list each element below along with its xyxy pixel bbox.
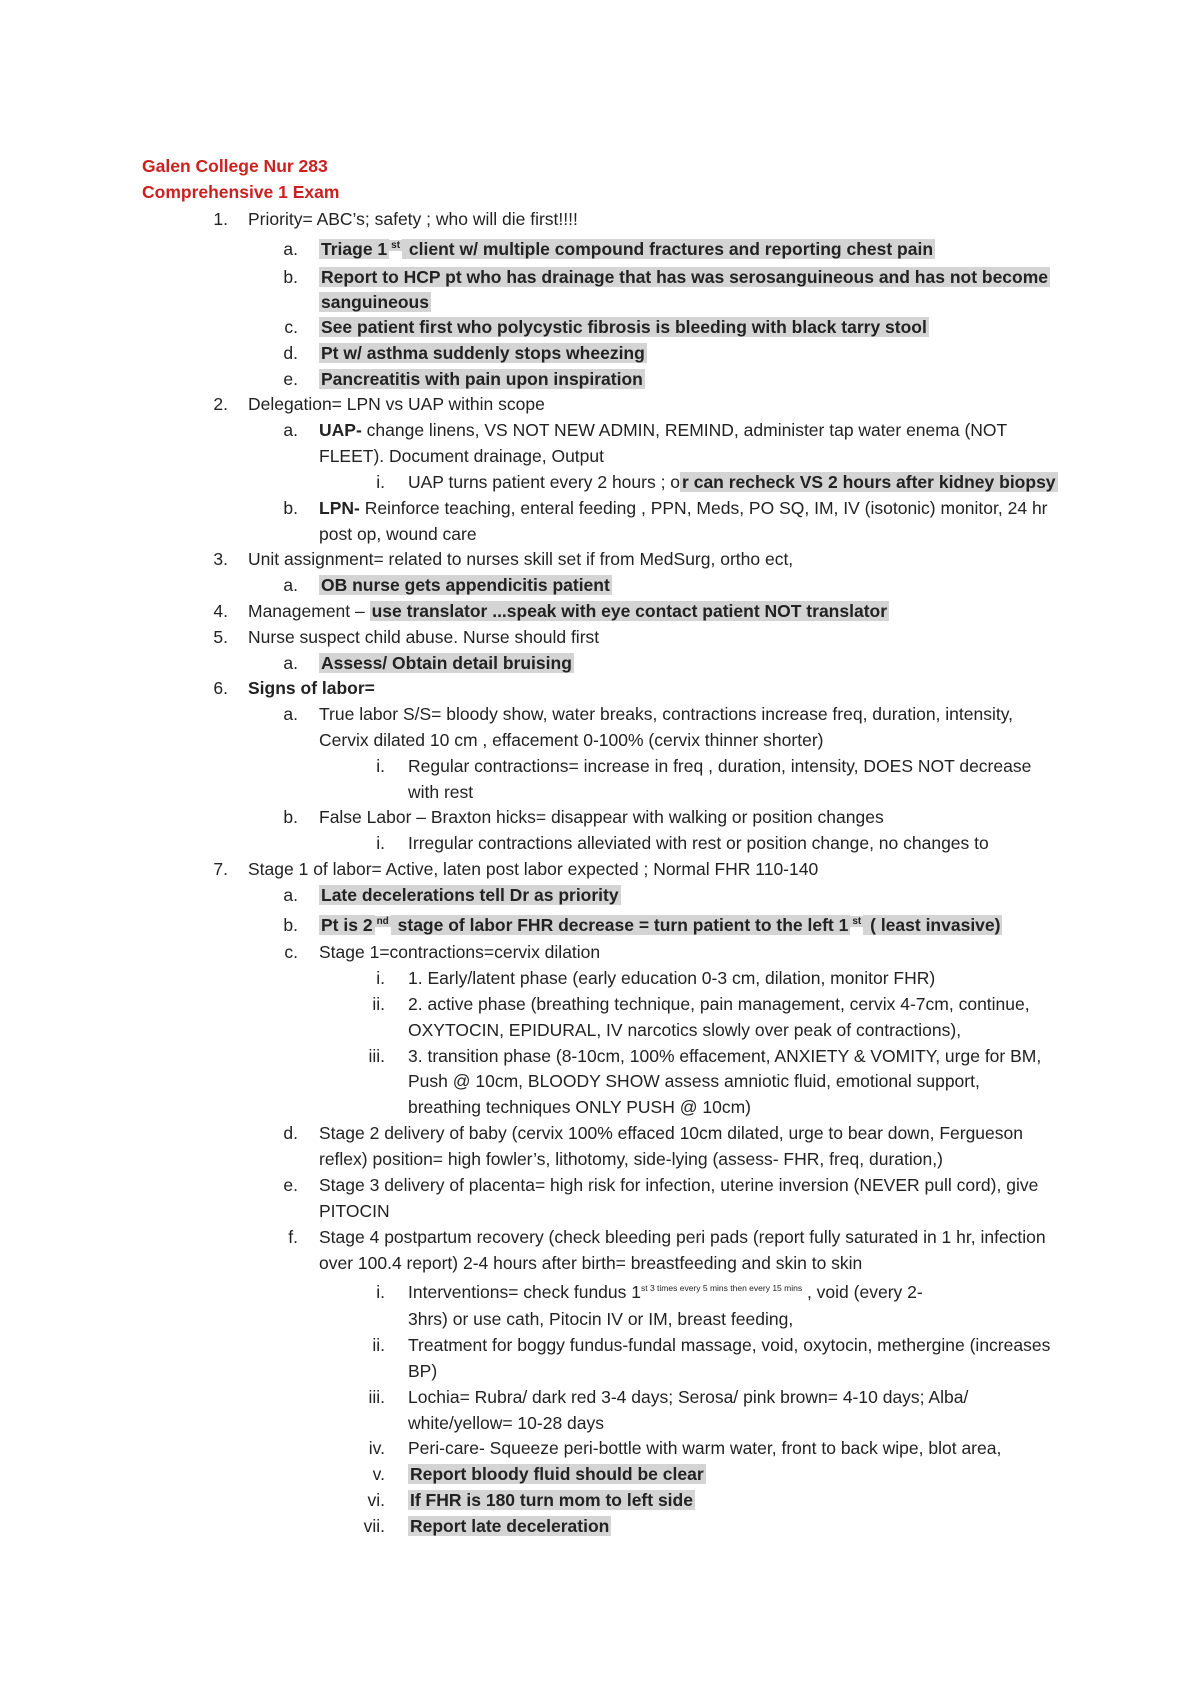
list-marker: 7. xyxy=(213,859,228,879)
list-item xyxy=(319,1200,390,1222)
list-item xyxy=(319,523,477,545)
item-text: over 100.4 report) 2-4 hours after birth= breastfeeding and skin to skin xyxy=(319,1253,863,1273)
item-text: OXYTOCIN, EPIDURAL, IV narcotics slowly over peak of contractions), xyxy=(408,1020,962,1040)
list-item xyxy=(319,368,645,390)
list-marker: a. xyxy=(283,420,298,440)
list-item xyxy=(408,1334,1050,1356)
list-item xyxy=(408,967,935,989)
list-item xyxy=(319,1226,1046,1248)
highlighted-text: Report late deceleration xyxy=(410,1516,610,1536)
list-item xyxy=(408,993,1030,1015)
list-item xyxy=(248,600,889,622)
item-text: Nurse suspect child abuse. Nurse should first xyxy=(248,627,600,647)
item-text: UAP turns patient every 2 hours ; o xyxy=(408,472,681,492)
list-marker: a. xyxy=(283,885,298,905)
list-item xyxy=(408,1281,923,1303)
highlighted-text: st xyxy=(391,240,401,251)
list-marker: d. xyxy=(283,343,298,363)
list-item xyxy=(408,1096,751,1118)
list-marker: i. xyxy=(376,1282,385,1302)
list-marker: 1. xyxy=(213,209,228,229)
item-text: Cervix dilated 10 cm , effacement 0-100% (cervix thinner shorter) xyxy=(319,730,824,750)
list-marker: iii. xyxy=(368,1046,385,1066)
list-item xyxy=(319,1174,1038,1196)
list-marker: e. xyxy=(283,1175,298,1195)
item-text: Push @ 10cm, BLOODY SHOW assess amniotic fluid, emotional support, xyxy=(408,1071,980,1091)
item-text: Treatment for boggy fundus-fundal massage, void, oxytocin, methergine (increases xyxy=(408,1335,1051,1355)
list-item xyxy=(408,471,1058,493)
item-text: post op, wound care xyxy=(319,524,477,544)
highlighted-text: Report bloody fluid should be clear xyxy=(410,1464,704,1484)
superscript-text: st 3 times every 5 mins then every 15 mins xyxy=(641,1283,803,1293)
highlighted-text: client w/ multiple compound fractures and reporting chest pain xyxy=(404,239,934,259)
list-marker: 4. xyxy=(213,601,228,621)
highlighted-text: OB nurse gets appendicitis patient xyxy=(321,575,610,595)
highlighted-text: Late decelerations tell Dr as priority xyxy=(321,885,619,905)
highlighted-text: If FHR is 180 turn mom to left side xyxy=(410,1490,693,1510)
list-marker: ii. xyxy=(372,994,385,1014)
list-item xyxy=(408,1437,1001,1459)
item-text: 3hrs) or use cath, Pitocin IV or IM, breast feeding, xyxy=(408,1309,794,1329)
highlighted-text: use translator ...speak with eye contact patient NOT translator xyxy=(371,601,888,621)
item-text: BP) xyxy=(408,1361,438,1381)
item-text: change linens, VS NOT NEW ADMIN, REMIND, administer tap water enema (NOT xyxy=(361,420,1008,440)
list-item xyxy=(408,755,1031,777)
item-text: Management – xyxy=(248,601,370,621)
list-marker: i. xyxy=(376,833,385,853)
list-item xyxy=(408,1360,437,1382)
list-item xyxy=(319,914,1002,936)
list-item xyxy=(319,316,929,338)
list-item xyxy=(319,1122,1023,1144)
list-marker: b. xyxy=(283,915,298,935)
item-text: Stage 1=contractions=cervix dilation xyxy=(319,942,601,962)
list-item xyxy=(408,1386,968,1408)
list-item xyxy=(319,238,935,260)
list-item xyxy=(319,729,823,751)
list-item xyxy=(408,832,989,854)
item-text: 3. transition phase (8-10cm, 100% effacement, ANXIETY & VOMITY, urge for BM, xyxy=(408,1046,1042,1066)
list-item xyxy=(408,1045,1041,1067)
list-item xyxy=(319,445,604,467)
item-text: FLEET). Document drainage, Output xyxy=(319,446,604,466)
item-text: PITOCIN xyxy=(319,1201,390,1221)
item-text: Reinforce teaching, enteral feeding , PPN, Meds, PO SQ, IM, IV (isotonic) monitor, 24 hr xyxy=(359,498,1048,518)
list-item xyxy=(408,1308,793,1330)
list-marker: b. xyxy=(283,498,298,518)
item-text: Stage 1 of labor= Active, laten post labor expected ; Normal FHR 110-140 xyxy=(248,859,819,879)
item-text: reflex) position= high fowler’s, lithotomy, side-lying (assess- FHR, freq, duration,) xyxy=(319,1149,943,1169)
list-marker: c. xyxy=(284,942,298,962)
list-item xyxy=(408,781,473,803)
item-text: Interventions= check fundus 1 xyxy=(408,1282,641,1302)
item-text: with rest xyxy=(408,782,474,802)
highlighted-text: Report to HCP pt who has drainage that has was serosanguineous and has not become xyxy=(321,267,1049,287)
list-item xyxy=(248,858,818,880)
item-text: 1. Early/latent phase (early education 0-3 cm, dilation, monitor FHR) xyxy=(408,968,936,988)
list-item xyxy=(319,884,621,906)
list-marker: i. xyxy=(376,756,385,776)
list-item xyxy=(319,652,574,674)
highlighted-text: Pt w/ asthma suddenly stops wheezing xyxy=(321,343,645,363)
list-item xyxy=(319,703,1013,725)
item-text: Regular contractions= increase in freq , duration, intensity, DOES NOT decrease xyxy=(408,756,1032,776)
list-marker: i. xyxy=(376,472,385,492)
list-item xyxy=(248,208,578,230)
list-marker: vi. xyxy=(367,1490,385,1510)
highlighted-text: Pt is 2 xyxy=(321,915,373,935)
list-marker: b. xyxy=(283,267,298,287)
list-item xyxy=(319,266,1050,288)
item-text: , void (every 2- xyxy=(802,1282,923,1302)
list-marker: 6. xyxy=(213,678,228,698)
highlighted-text: Assess/ Obtain detail bruising xyxy=(321,653,572,673)
highlighted-text: See patient first who polycystic fibrosis is bleeding with black tarry stool xyxy=(321,317,927,337)
list-item xyxy=(248,393,545,415)
list-marker: iv. xyxy=(368,1438,385,1458)
list-marker: vii. xyxy=(363,1516,385,1536)
item-text: Unit assignment= related to nurses skill set if from MedSurg, ortho ect, xyxy=(248,549,794,569)
list-marker: e. xyxy=(283,369,298,389)
list-item xyxy=(319,1252,862,1274)
list-item xyxy=(248,677,375,699)
item-text: Irregular contractions alleviated with rest or position change, no changes to xyxy=(408,833,989,853)
list-item xyxy=(408,1070,980,1092)
list-item xyxy=(319,941,600,963)
highlighted-text: Triage 1 xyxy=(321,239,388,259)
list-marker: d. xyxy=(283,1123,298,1143)
list-marker: f. xyxy=(288,1227,298,1247)
highlighted-text: Pancreatitis with pain upon inspiration xyxy=(321,369,643,389)
list-marker: 2. xyxy=(213,394,228,414)
list-item xyxy=(408,1515,611,1537)
item-text: LPN- xyxy=(319,498,360,518)
list-item xyxy=(319,497,1048,519)
list-item xyxy=(319,1148,943,1170)
list-marker: a. xyxy=(283,239,298,259)
item-text: white/yellow= 10-28 days xyxy=(408,1413,605,1433)
list-item xyxy=(248,626,599,648)
list-item xyxy=(319,574,612,596)
item-text: Signs of labor= xyxy=(248,678,375,698)
item-text: Lochia= Rubra/ dark red 3-4 days; Serosa/ pink brown= 4-10 days; Alba/ xyxy=(408,1387,969,1407)
highlighted-text: st xyxy=(852,916,862,927)
list-item xyxy=(408,1463,706,1485)
item-text: Stage 4 postpartum recovery (check bleeding peri pads (report fully saturated in 1 hr, infection xyxy=(319,1227,1046,1247)
list-item xyxy=(408,1019,961,1041)
highlighted-text: ( least invasive) xyxy=(865,915,1001,935)
doc-subtitle: Comprehensive 1 Exam xyxy=(142,182,340,202)
item-text: breathing techniques ONLY PUSH @ 10cm) xyxy=(408,1097,751,1117)
list-marker: b. xyxy=(283,807,298,827)
list-item xyxy=(319,419,1007,441)
item-text: Peri-care- Squeeze peri-bottle with warm water, front to back wipe, blot area, xyxy=(408,1438,1002,1458)
item-text: False Labor – Braxton hicks= disappear with walking or position changes xyxy=(319,807,884,827)
list-marker: 5. xyxy=(213,627,228,647)
highlighted-text: r can recheck VS 2 hours after kidney biopsy xyxy=(682,472,1056,492)
list-marker: iii. xyxy=(368,1387,385,1407)
item-text: True labor S/S= bloody show, water breaks, contractions increase freq, duration, intensity, xyxy=(319,704,1014,724)
list-marker: a. xyxy=(283,575,298,595)
list-item xyxy=(319,291,431,313)
list-item xyxy=(248,548,793,570)
list-item xyxy=(319,342,647,364)
highlighted-text: sanguineous xyxy=(321,292,429,312)
list-item xyxy=(319,806,884,828)
item-text: 2. active phase (breathing technique, pain management, cervix 4-7cm, continue, xyxy=(408,994,1030,1014)
item-text: Stage 3 delivery of placenta= high risk for infection, uterine inversion (NEVER pull cord), give xyxy=(319,1175,1039,1195)
list-marker: i. xyxy=(376,968,385,988)
list-marker: a. xyxy=(283,704,298,724)
highlighted-text: nd xyxy=(376,916,389,927)
item-text: Stage 2 delivery of baby (cervix 100% effaced 10cm dilated, urge to bear down, Fergueson xyxy=(319,1123,1023,1143)
list-marker: 3. xyxy=(213,549,228,569)
item-text: Priority= ABC’s; safety ; who will die first!!!! xyxy=(248,209,578,229)
item-text: Delegation= LPN vs UAP within scope xyxy=(248,394,545,414)
item-text: UAP- xyxy=(319,420,362,440)
list-item xyxy=(408,1412,604,1434)
list-item xyxy=(408,1489,695,1511)
highlighted-text: stage of labor FHR decrease = turn patient to the left 1 xyxy=(392,915,849,935)
list-marker: v. xyxy=(372,1464,385,1484)
doc-title: Galen College Nur 283 xyxy=(142,156,328,176)
list-marker: ii. xyxy=(372,1335,385,1355)
list-marker: a. xyxy=(283,653,298,673)
list-marker: c. xyxy=(284,317,298,337)
